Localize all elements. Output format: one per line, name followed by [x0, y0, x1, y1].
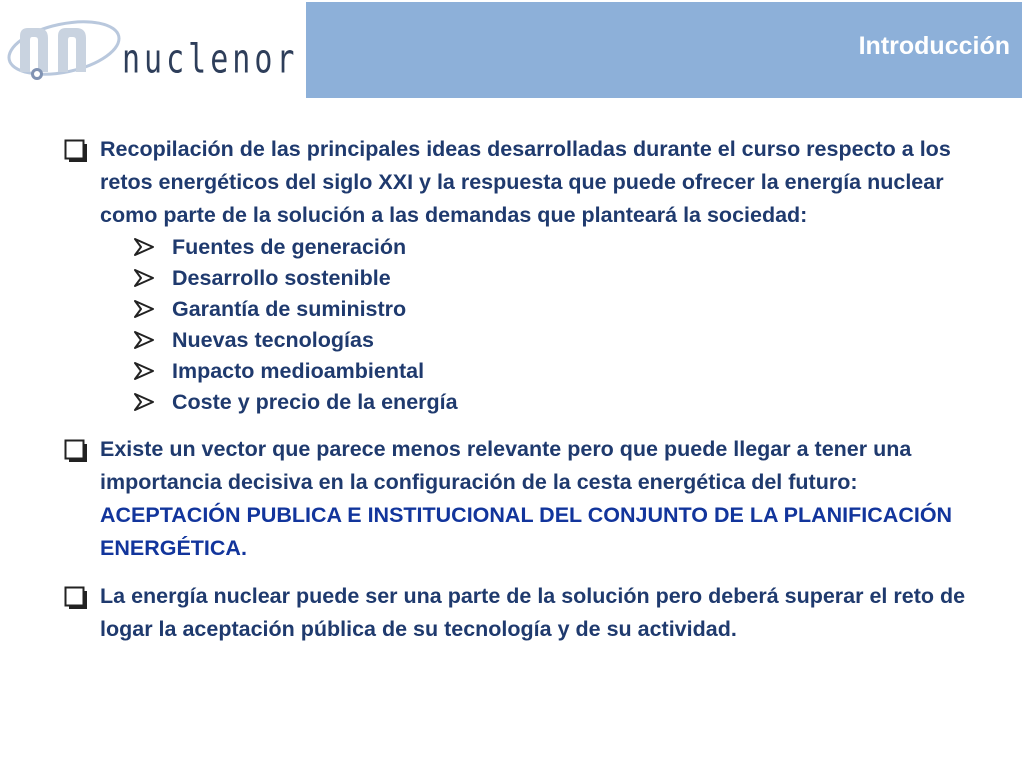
- arrow-icon: [134, 238, 154, 256]
- arrow-icon: [134, 362, 154, 380]
- spacer: [62, 418, 972, 433]
- checkbox-icon: [64, 586, 88, 610]
- list-item: [134, 356, 972, 387]
- header-band: [306, 2, 1022, 98]
- list-item: [134, 387, 972, 418]
- arrow-icon: [134, 393, 154, 411]
- nuclenor-logo-icon: [6, 6, 126, 86]
- list-item: [134, 325, 972, 356]
- checkbox-icon: [64, 139, 88, 163]
- bullet-item: [62, 433, 972, 565]
- bullet-item: [62, 580, 972, 646]
- nuclenor-logo: [6, 6, 299, 86]
- sub-item-label: Coste y precio de la energía: [172, 390, 458, 414]
- page-title: Introducción: [858, 32, 1010, 60]
- bullet-text: Recopilación de las principales ideas desarrolladas durante el curso respecto a los retos energéticos del siglo XXI y la respuesta que puede ofrecer la energía nuclear como parte de la solución a las demandas que planteará la sociedad:: [100, 137, 951, 227]
- sub-item-label: Garantía de suministro: [172, 297, 407, 321]
- bullet-item: [62, 133, 972, 232]
- bullet-text: Existe un vector que parece menos relevante pero que puede llegar a tener una importancia decisiva en la configuración de la cesta energética del futuro:: [100, 437, 912, 494]
- slide-content: [62, 133, 972, 646]
- logo-wordmark: nuclenor: [122, 36, 299, 84]
- list-item: [134, 263, 972, 294]
- arrow-icon: [134, 269, 154, 287]
- arrow-icon: [134, 300, 154, 318]
- bullet-emphasis: ACEPTACIÓN PUBLICA E INSTITUCIONAL DEL CONJUNTO DE LA PLANIFICACIÓN ENERGÉTICA.: [100, 503, 953, 560]
- sub-item-label: Fuentes de generación: [172, 235, 407, 259]
- checkbox-icon: [64, 439, 88, 463]
- list-item: [134, 294, 972, 325]
- sub-item-label: Impacto medioambiental: [172, 359, 425, 383]
- bullet-text: La energía nuclear puede ser una parte de la solución pero deberá superar el reto de logar la aceptación pública de su tecnología y de su actividad.: [100, 584, 966, 641]
- sub-item-label: Desarrollo sostenible: [172, 266, 391, 290]
- arrow-icon: [134, 331, 154, 349]
- sub-item-label: Nuevas tecnologías: [172, 328, 374, 352]
- sub-bullet-list: [62, 232, 972, 418]
- spacer: [62, 565, 972, 580]
- list-item: [134, 232, 972, 263]
